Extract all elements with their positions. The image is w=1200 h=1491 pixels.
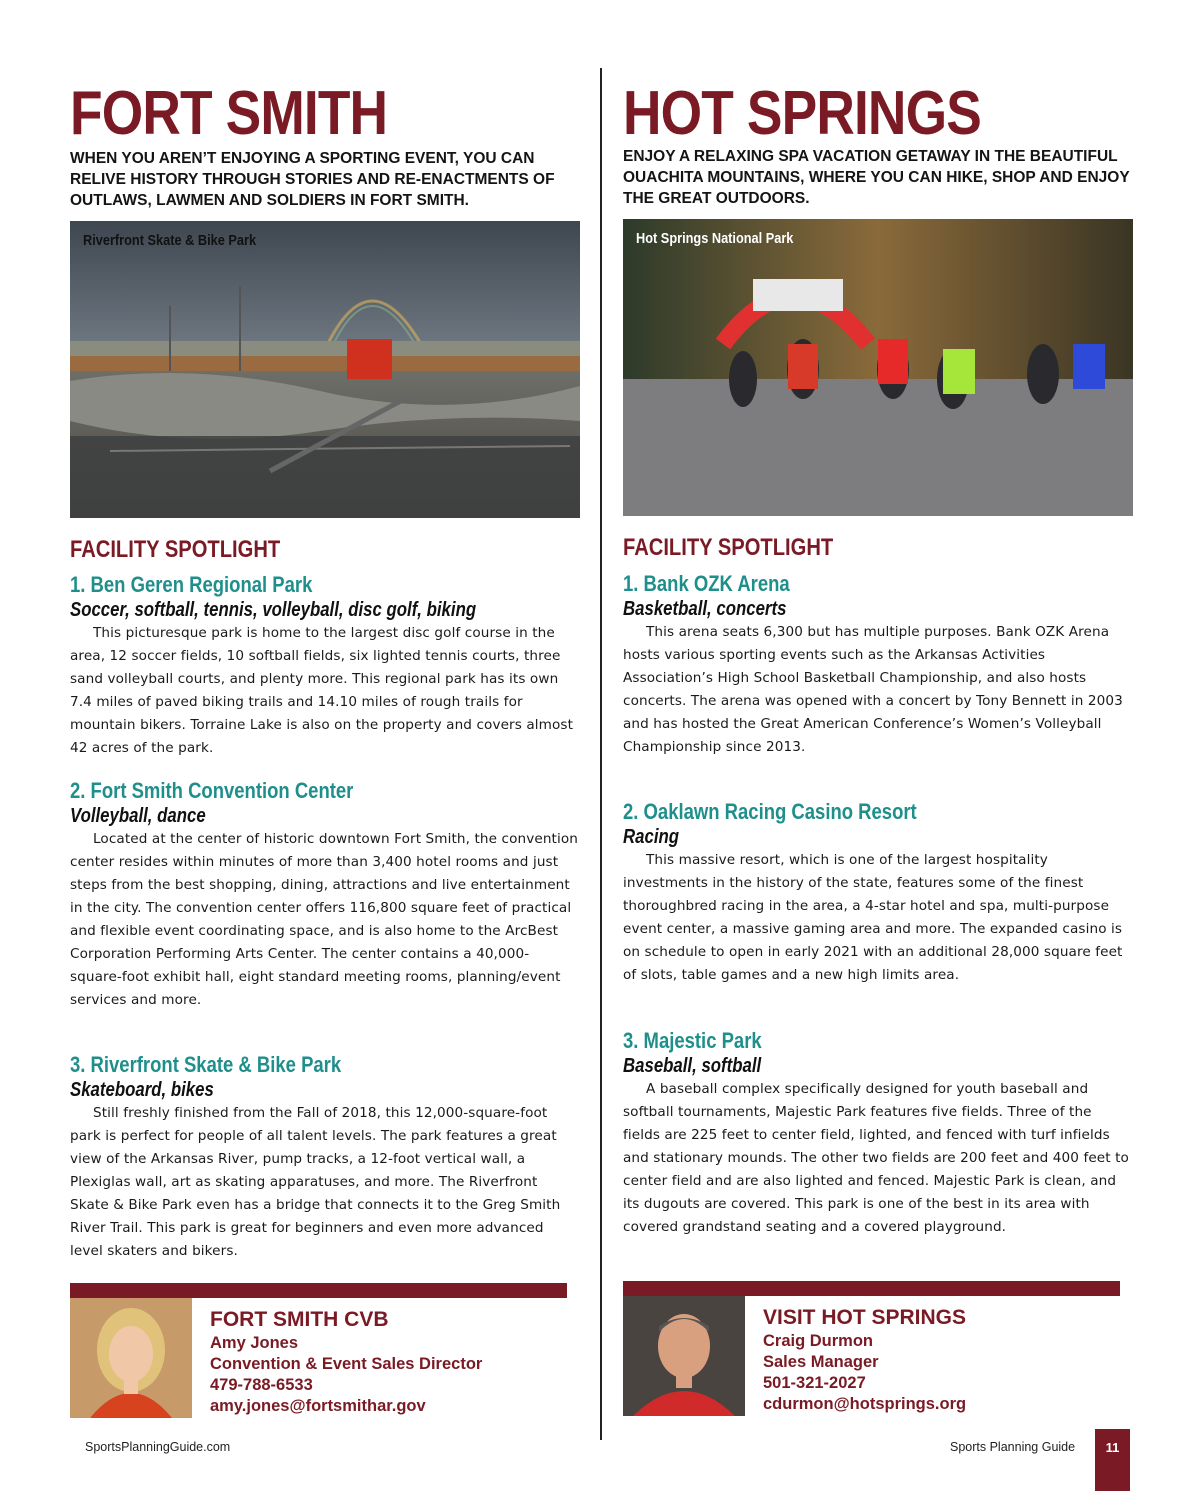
race-image — [623, 219, 1133, 516]
facility-item — [623, 571, 1133, 759]
facility-description: This picturesque park is home to the largest disc golf course in the area, 12 soccer fields, 10 softball fields, six lighted tennis courts, three sand volleyball courts, and plenty more. This regional park has its own 7.4 miles of paved biking trails and 14.10 miles of rough trails for mountain bikers. Torraine Lake is also on the property and covers almost 42 acres of the park. — [70, 625, 574, 756]
facility-description: A baseball complex specifically designed for youth baseball and softball tournaments, Majestic Park features five fields. Three of the fields are 225 feet to center field, lighted, and fenced with turf infields and stationary mounds. The other two fields are 200 feet and 400 feet to center field and are also lighted and fenced. Majestic Park is clean, and its dugouts are covered. This park is one of the best in its area with covered grandstand seating and a covered playground. — [623, 1081, 1129, 1235]
photo-caption: Hot Springs National Park — [636, 231, 794, 247]
skate-park-photo — [70, 221, 580, 518]
person-portrait — [623, 1296, 745, 1416]
facility-sports: Racing — [623, 826, 680, 848]
column-divider — [600, 68, 602, 1440]
contact-email[interactable]: cdurmon@hotsprings.org — [763, 1395, 967, 1413]
city-title: HOT SPRINGS — [623, 79, 981, 148]
footer-website[interactable]: SportsPlanningGuide.com — [85, 1440, 231, 1454]
facility-name: 1. Ben Geren Regional Park — [70, 572, 313, 597]
skate-park-image — [70, 221, 580, 518]
photo-caption: Riverfront Skate & Bike Park — [83, 233, 257, 249]
contact-phone: 479-788-6533 — [210, 1376, 313, 1394]
person-portrait — [70, 1298, 192, 1418]
facility-sports: Volleyball, dance — [70, 805, 206, 827]
facility-name: 2. Oaklawn Racing Casino Resort — [623, 799, 917, 824]
contact-name: Craig Durmon — [763, 1332, 874, 1350]
contact-title: Convention & Event Sales Director — [210, 1355, 483, 1373]
contact-org: VISIT HOT SPRINGS — [763, 1306, 967, 1329]
contact-phone: 501-321-2027 — [763, 1374, 866, 1392]
city-title: FORT SMITH — [70, 79, 388, 148]
contact-email[interactable]: amy.jones@fortsmithar.gov — [210, 1397, 426, 1415]
page-number: 11 — [1095, 1429, 1130, 1491]
contact-photo — [623, 1296, 745, 1416]
contact-card — [623, 1281, 1133, 1421]
facility-description: This arena seats 6,300 but has multiple purposes. Bank OZK Arena hosts various sporting events such as the Arkansas Activities Association’s High School Basketball Championship, and also hosts concerts. The arena was opened with a concert by Tony Bennett in 2003 and has hosted the Great American Conference’s Women’s Volleyball Championship since 2013. — [623, 624, 1123, 755]
contact-org: FORT SMITH CVB — [210, 1308, 389, 1331]
facility-description: This massive resort, which is one of the largest hospitality investments in the history of the state, features some of the finest thoroughbred racing in the area, a 4-star hotel and spa, multi-purpose event center, a massive gaming area and more. The expanded casino is on schedule to open in early 2021 with an additional 28,000 square feet of slots, table games and a new high limits area. — [623, 852, 1123, 983]
facility-name: 3. Majestic Park — [623, 1028, 762, 1053]
contact-bar — [623, 1281, 1120, 1296]
facility-name: 3. Riverfront Skate & Bike Park — [70, 1052, 342, 1077]
intro-text: ENJOY A RELAXING SPA VACATION GETAWAY IN THE BEAUTIFUL OUACHITA MOUNTAINS, WHERE YOU CAN HIKE, SHOP AND ENJOY THE GREAT OUTDOORS. — [623, 148, 1130, 207]
contact-info — [210, 1306, 482, 1417]
race-photo — [623, 219, 1133, 516]
facility-sports: Skateboard, bikes — [70, 1079, 214, 1101]
contact-name: Amy Jones — [210, 1334, 299, 1352]
facility-description: Located at the center of historic downtown Fort Smith, the convention center resides within minutes of more than 3,400 hotel rooms and just steps from the best shopping, dining, attractions and live entertainment in the city. The convention center offers 116,800 square feet of practical and flexible event coordinating space, and is also home to the ArcBest Corporation Performing Arts Center. The center contains a 40,000-square-foot exhibit hall, eight standard meeting rooms, planning/event services and more. — [70, 831, 578, 1008]
facility-sports: Soccer, softball, tennis, volleyball, disc golf, biking — [70, 599, 477, 621]
facility-description: Still freshly finished from the Fall of 2018, this 12,000-square-foot park is perfect for people of all talent levels. The park features a great view of the Arkansas River, pump tracks, a 12-foot vertical wall, a Plexiglas wall, art as skating apparatuses, and more. The Riverfront Skate & Bike Park even has a bridge that connects it to the Greg Smith River Trail. This park is great for beginners and even more advanced level skaters and bikers. — [70, 1105, 561, 1259]
facility-spotlight-heading: FACILITY SPOTLIGHT — [70, 536, 281, 563]
contact-photo — [70, 1298, 192, 1418]
contact-info — [763, 1304, 966, 1415]
facility-sports: Baseball, softball — [623, 1055, 762, 1077]
facility-sports: Basketball, concerts — [623, 598, 787, 620]
facility-item — [623, 799, 1133, 987]
facility-item — [623, 1028, 1133, 1239]
contact-title: Sales Manager — [763, 1353, 879, 1371]
contact-card — [70, 1283, 580, 1423]
facility-item — [70, 572, 580, 760]
intro-text: WHEN YOU AREN’T ENJOYING A SPORTING EVENT, YOU CAN RELIVE HISTORY THROUGH STORIES AND RE-ENACTMENTS OF OUTLAWS, LAWMEN AND SOLDIERS IN FORT SMITH. — [70, 150, 555, 209]
facility-name: 2. Fort Smith Convention Center — [70, 778, 354, 803]
facility-name: 1. Bank OZK Arena — [623, 571, 790, 596]
footer-publication: Sports Planning Guide — [950, 1440, 1076, 1454]
facility-spotlight-heading: FACILITY SPOTLIGHT — [623, 534, 834, 561]
facility-item — [70, 1052, 580, 1263]
facility-item — [70, 778, 580, 1012]
contact-bar — [70, 1283, 567, 1298]
